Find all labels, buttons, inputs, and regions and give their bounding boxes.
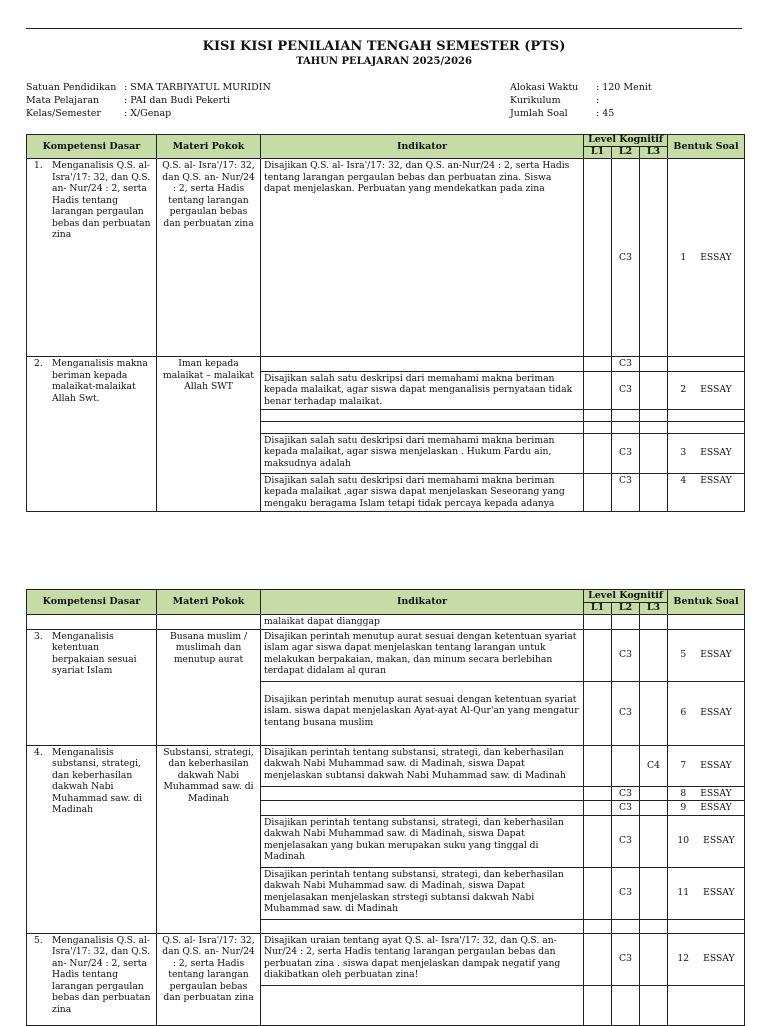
table-row [27, 615, 745, 630]
soal-type: ESSAY [700, 474, 732, 486]
level-l2: C3 [612, 815, 640, 867]
kd-text: Menganalisis substansi, strategi, dan keberhasilan dakwah Nabi Muhammad saw. di Madinah [52, 746, 143, 815]
header-l2: L2 [612, 603, 640, 615]
soal-type: ESSAY [700, 787, 732, 799]
meta-label: Mata Pelajaran [26, 94, 100, 106]
table-row [27, 629, 745, 681]
document-subtitle: TAHUN PELAJARAN 2025/2026 [296, 56, 472, 67]
level-l2: C3 [612, 433, 640, 473]
level-l2: C3 [612, 786, 640, 801]
soal-number: 12 [677, 953, 690, 965]
kd-text: Menganalisis makna beriman kepada malaikat-malaikat Allah Swt. [52, 358, 148, 404]
meta-left [26, 82, 271, 120]
meta-value: : PAI dan Budi Pekerti [124, 94, 230, 106]
meta-value: : 45 [596, 107, 615, 119]
soal-number: 10 [677, 835, 690, 847]
meta-value: : X/Genap [124, 107, 172, 119]
kd-number: 1. [34, 160, 43, 171]
header-bentuk-soal: Bentuk Soal [668, 135, 745, 159]
kisi-table-2 [26, 589, 745, 1026]
soal-type: ESSAY [703, 887, 735, 899]
indikator: Disajikan Q.S. al- Isra'/17: 32, dan Q.S. an-Nur/24 : 2, serta Hadis tentang larangan pergaulan bebas dan perbuatan zina. Siswa dapat menjelaskan. Perbuatan yang mendekatkan pada zina [261, 159, 584, 357]
meta-value: : SMA TARBIYATUL MURIDIN [124, 82, 271, 93]
materi-pokok: Substansi, strategi, dan keberhasilan dakwah Nabi Muhammad saw. di Madinah [157, 745, 261, 933]
kd-text: Menganalisis Q.S. al-Isra'/17: 32, dan Q.S. an- Nur/24 : 2, serta Hadis tentang larangan pergaulan bebas dan perbuatan zina [52, 934, 151, 1015]
table-row [27, 357, 745, 372]
indikator: Disajikan salah satu deskripsi dari memahami makna beriman kepada malaikat, agar siswa dapat menganalisis pernyataan tidak benar terhadap malaikat. [261, 371, 584, 409]
meta-value: : 120 Menit [596, 82, 652, 93]
header-l2: L2 [612, 147, 640, 159]
indikator: Disajikan salah satu deskripsi dari memahami makna beriman kepada malaikat ,agar siswa dapat menjelaskan Seseorang yang mengaku beragama Islam tetapi tidak percaya kepada adanya [261, 473, 584, 511]
kd-text: Menganalisis Q.S. al-Isra'/17: 32, dan Q.S. an- Nur/24 : 2, serta Hadis tentang larangan pergaulan bebas dan perbuatan zina [52, 160, 151, 240]
level-l2: C3 [612, 629, 640, 681]
level-l2: C3 [612, 801, 640, 816]
header-materi-pokok: Materi Pokok [157, 590, 261, 615]
level-l3: C4 [640, 745, 668, 786]
soal-type: ESSAY [700, 759, 732, 771]
kd-text: Menganalisis ketentuan berpakaian sesuai syariat Islam [52, 630, 137, 676]
kd-number: 4. [34, 746, 43, 758]
indikator: Disajikan salah satu deskripsi dari memahami makna beriman kepada malaikat, agar siswa menjelaskan . Hukum Fardu ain, maksudnya adalah [261, 433, 584, 473]
indikator: Disajikan uraian tentang ayat Q.S. al- Isra'/17: 32, dan Q.S. an-Nur/24 : 2, serta Hadis tentang larangan pergaulan bebas dan perbuatan zina . siswa dapat menjelaskan dampak negatif yang diakibatkan oleh perbuatan zina! [261, 933, 584, 985]
indikator: Disajikan perintah tentang substansi, strategi, dan keberhasilan dakwah Nabi Muhammad saw. di Madinah, siswa Dapat menjelasakan yang bukan merupakan suku yang tinggal di Madinah [261, 815, 584, 867]
meta-label: Kurikulum [510, 94, 561, 106]
document-title: KISI KISI PENILAIAN TENGAH SEMESTER (PTS) [202, 39, 566, 54]
soal-number: 8 [680, 787, 687, 799]
soal-type: ESSAY [700, 447, 732, 459]
table-row [27, 159, 745, 357]
materi-pokok: Q.S. al- Isra'/17: 32, dan Q.S. an- Nur/24 : 2, serta Hadis tentang larangan pergaulan bebas dan perbuatan zina [157, 933, 261, 1025]
header-materi-pokok: Materi Pokok [157, 135, 261, 159]
top-rule [26, 28, 742, 29]
level-l2: C3 [612, 933, 640, 985]
indikator: Disajikan perintah menutup aurat sesuai dengan ketentuan syariat islam. siswa dapat menjelaskan Ayat-ayat Al-Qur'an yang mengatur tentang busana muslim [261, 681, 584, 745]
header-l1: L1 [584, 603, 612, 615]
kd-number: 3. [34, 630, 43, 642]
header-l1: L1 [584, 147, 612, 159]
meta-label: Satuan Pendidikan [26, 82, 117, 93]
table-row [27, 933, 745, 985]
soal-number: 5 [680, 649, 687, 661]
header-kompetensi-dasar: Kompetensi Dasar [27, 135, 157, 159]
meta-right [510, 82, 652, 120]
soal-number: 9 [680, 802, 687, 813]
soal-number: 7 [680, 759, 687, 771]
header-level-kognitif: Level Kognitif [584, 590, 668, 603]
header-l3: L3 [640, 603, 668, 615]
header-indikator: Indikator [261, 135, 584, 159]
soal-number: 3 [680, 447, 687, 459]
soal-number: 11 [677, 887, 690, 899]
kisi-table-1 [26, 134, 745, 512]
meta-value: : [596, 94, 600, 106]
meta-label: Kelas/Semester [26, 107, 101, 119]
level-l2: C3 [612, 371, 640, 409]
header-kompetensi-dasar: Kompetensi Dasar [27, 590, 157, 615]
kd-number: 5. [34, 934, 43, 946]
materi-pokok: Busana muslim / muslimah dan menutup aurat [157, 629, 261, 745]
soal-number: 1 [680, 251, 687, 263]
soal-number: 4 [680, 474, 687, 486]
indikator: Disajikan perintah tentang substansi, strategi, dan keberhasilan dakwah Nabi Muhammad saw. di Madinah, siswa Dapat menjelasakan menjelaskan strstegi subtansi dakwah Nabi Muhammad saw. di Madinah [261, 867, 584, 919]
soal-type: ESSAY [700, 384, 732, 396]
soal-type: ESSAY [700, 649, 732, 661]
header-level-kognitif: Level Kognitif [584, 135, 668, 147]
header-indikator: Indikator [261, 590, 584, 615]
soal-type: ESSAY [703, 835, 735, 847]
kd-number: 2. [34, 358, 43, 369]
header-l3: L3 [640, 147, 668, 159]
indikator-continued: malaikat dapat dianggap [261, 615, 584, 630]
level-l2: C3 [612, 867, 640, 919]
materi-pokok: Iman kepada malaikat – malaikat Allah SWT [157, 357, 261, 512]
soal-number: 2 [680, 384, 687, 396]
soal-type: ESSAY [700, 707, 732, 719]
level-l2: C3 [612, 357, 640, 372]
indikator: Disajikan perintah tentang substansi, strategi, dan keberhasilan dakwah Nabi Muhammad saw. di Madinah, siswa Dapat menjelaskan subtansi dakwah Nabi Muhammad saw. di Madinah [261, 745, 584, 786]
header-bentuk-soal: Bentuk Soal [668, 590, 745, 615]
indikator: Disajikan perintah menutup aurat sesuai dengan ketentuan syariat islam agar siswa dapat menjelaskan tentang larangan untuk melakukan berpakaian, makan, dan minum secara berlebihan terdapat didalam al quran [261, 629, 584, 681]
soal-type: ESSAY [700, 251, 732, 263]
soal-type: ESSAY [703, 953, 735, 965]
meta-label: Alokasi Waktu [510, 82, 579, 93]
table-row [27, 745, 745, 786]
materi-pokok: Q.S. al- Isra'/17: 32, dan Q.S. an- Nur/24 : 2, serta Hadis tentang larangan pergaulan bebas dan perbuatan zina [157, 159, 261, 357]
soal-number: 6 [680, 707, 687, 719]
soal-type: ESSAY [700, 802, 732, 813]
level-l2: C3 [612, 159, 640, 357]
level-l2: C3 [612, 681, 640, 745]
level-l2: C3 [612, 473, 640, 511]
meta-label: Jumlah Soal [510, 107, 568, 119]
